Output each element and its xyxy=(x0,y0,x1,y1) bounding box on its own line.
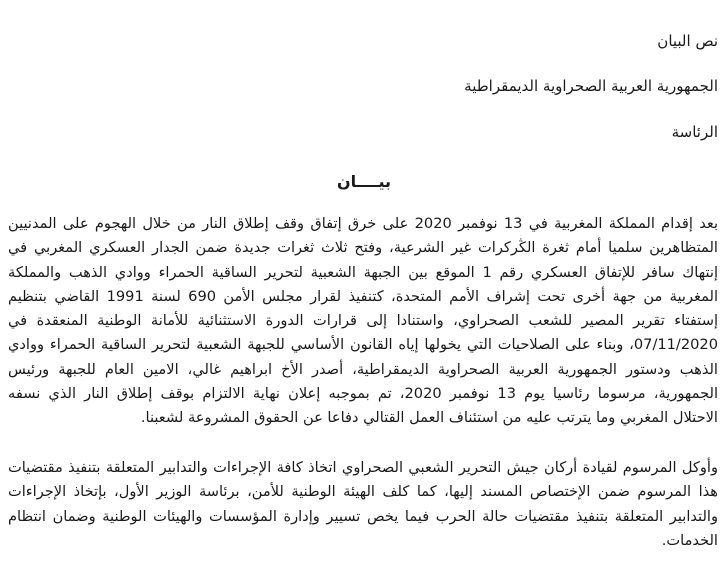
paragraph-line: بعد إقدام المملكة المغربية في 13 نوفمبر 2020 على خرق إتفاق وقف إطلاق النار من خلال الهجوم على المدنيين xyxy=(8,215,718,232)
paragraph-line: 07/11/2020، وبناء على الصلاحيات التي يخولها إياه القانون الأساسي للجبهة الشعبية لتحرير الساقية الحمراء ووادي xyxy=(8,336,718,354)
statement-paragraph-2 xyxy=(8,456,718,553)
paragraph-line: المغربية من جهة أخرى تحت إشراف الأمم المتحدة، كتنفيذ لقرار مجلس الأمن 690 لسنة 1991 القاضي بتنظيم xyxy=(8,287,718,305)
paragraph-line: الاحتلال المغربي وما يترتب عليه من استئناف العمل القتالي دفاعا عن الحقوق المشروعة لشعبنا. xyxy=(140,409,718,427)
paragraph-line: الذهب ودستور الجمهورية العربية الصحراوية الديمقراطية، أصدر الأخ ابراهيم غالي، الامين العام للجبهة ورئيس xyxy=(8,360,718,378)
statement-paragraph-1 xyxy=(8,212,718,431)
paragraph-line: المتظاهرين سلميا أمام ثغرة الڭركرات غير الشرعية، وفتح ثلاث ثغرات جديدة ضمن الجدار العسكري المغربي في xyxy=(8,239,718,257)
paragraph-line: والتدابير المتعلقة بتنفيذ مقتضيات حالة الحرب فيما يخص تسيير وإدارة المؤسسات والهيئات الوطنية وضمان انتظام xyxy=(8,507,718,525)
paragraph-line: الخدمات. xyxy=(661,531,718,549)
republic-name: الجمهورية العربية الصحراوية الديمقراطية xyxy=(464,77,718,95)
paragraph-line: إنتهاك سافر للإتفاق العسكري رقم 1 الموقع بين الجبهة الشعبية لتحرير الساقية الحمراء ووادي الذهب والمملكة xyxy=(8,263,718,281)
presidency-label: الرئاسة xyxy=(671,123,718,141)
paragraph-line: الجمهورية، مرسوما رئاسيا يوم 13 نوفمبر 2020، تم بموجبه إعلان نهاية الالتزام بوقف إطلاق النار الذي نسفه xyxy=(8,385,718,403)
paragraph-line: إستفتاء تقرير المصير للشعب الصحراوي، واستنادا إلى قرارات الدورة الاستثنائية للأمانة الوطنية المنعقدة في xyxy=(8,312,718,330)
statement-title: بيــــان xyxy=(336,172,392,191)
paragraph-line: وأوكل المرسوم لقيادة أركان جيش التحرير الشعبي الصحراوي اتخاذ كافة الإجراءات والتدابير المتعلقة بتنفيذ مقتضيات xyxy=(8,459,718,476)
paragraph-line: هذا المرسوم ضمن الإختصاص المسند إليها، كما كلف الهيئة الوطنية للأمن، برئاسة الوزير الأول، بإتخاذ الإجراءات xyxy=(8,483,718,501)
statement-label: نص البيان xyxy=(657,32,718,50)
